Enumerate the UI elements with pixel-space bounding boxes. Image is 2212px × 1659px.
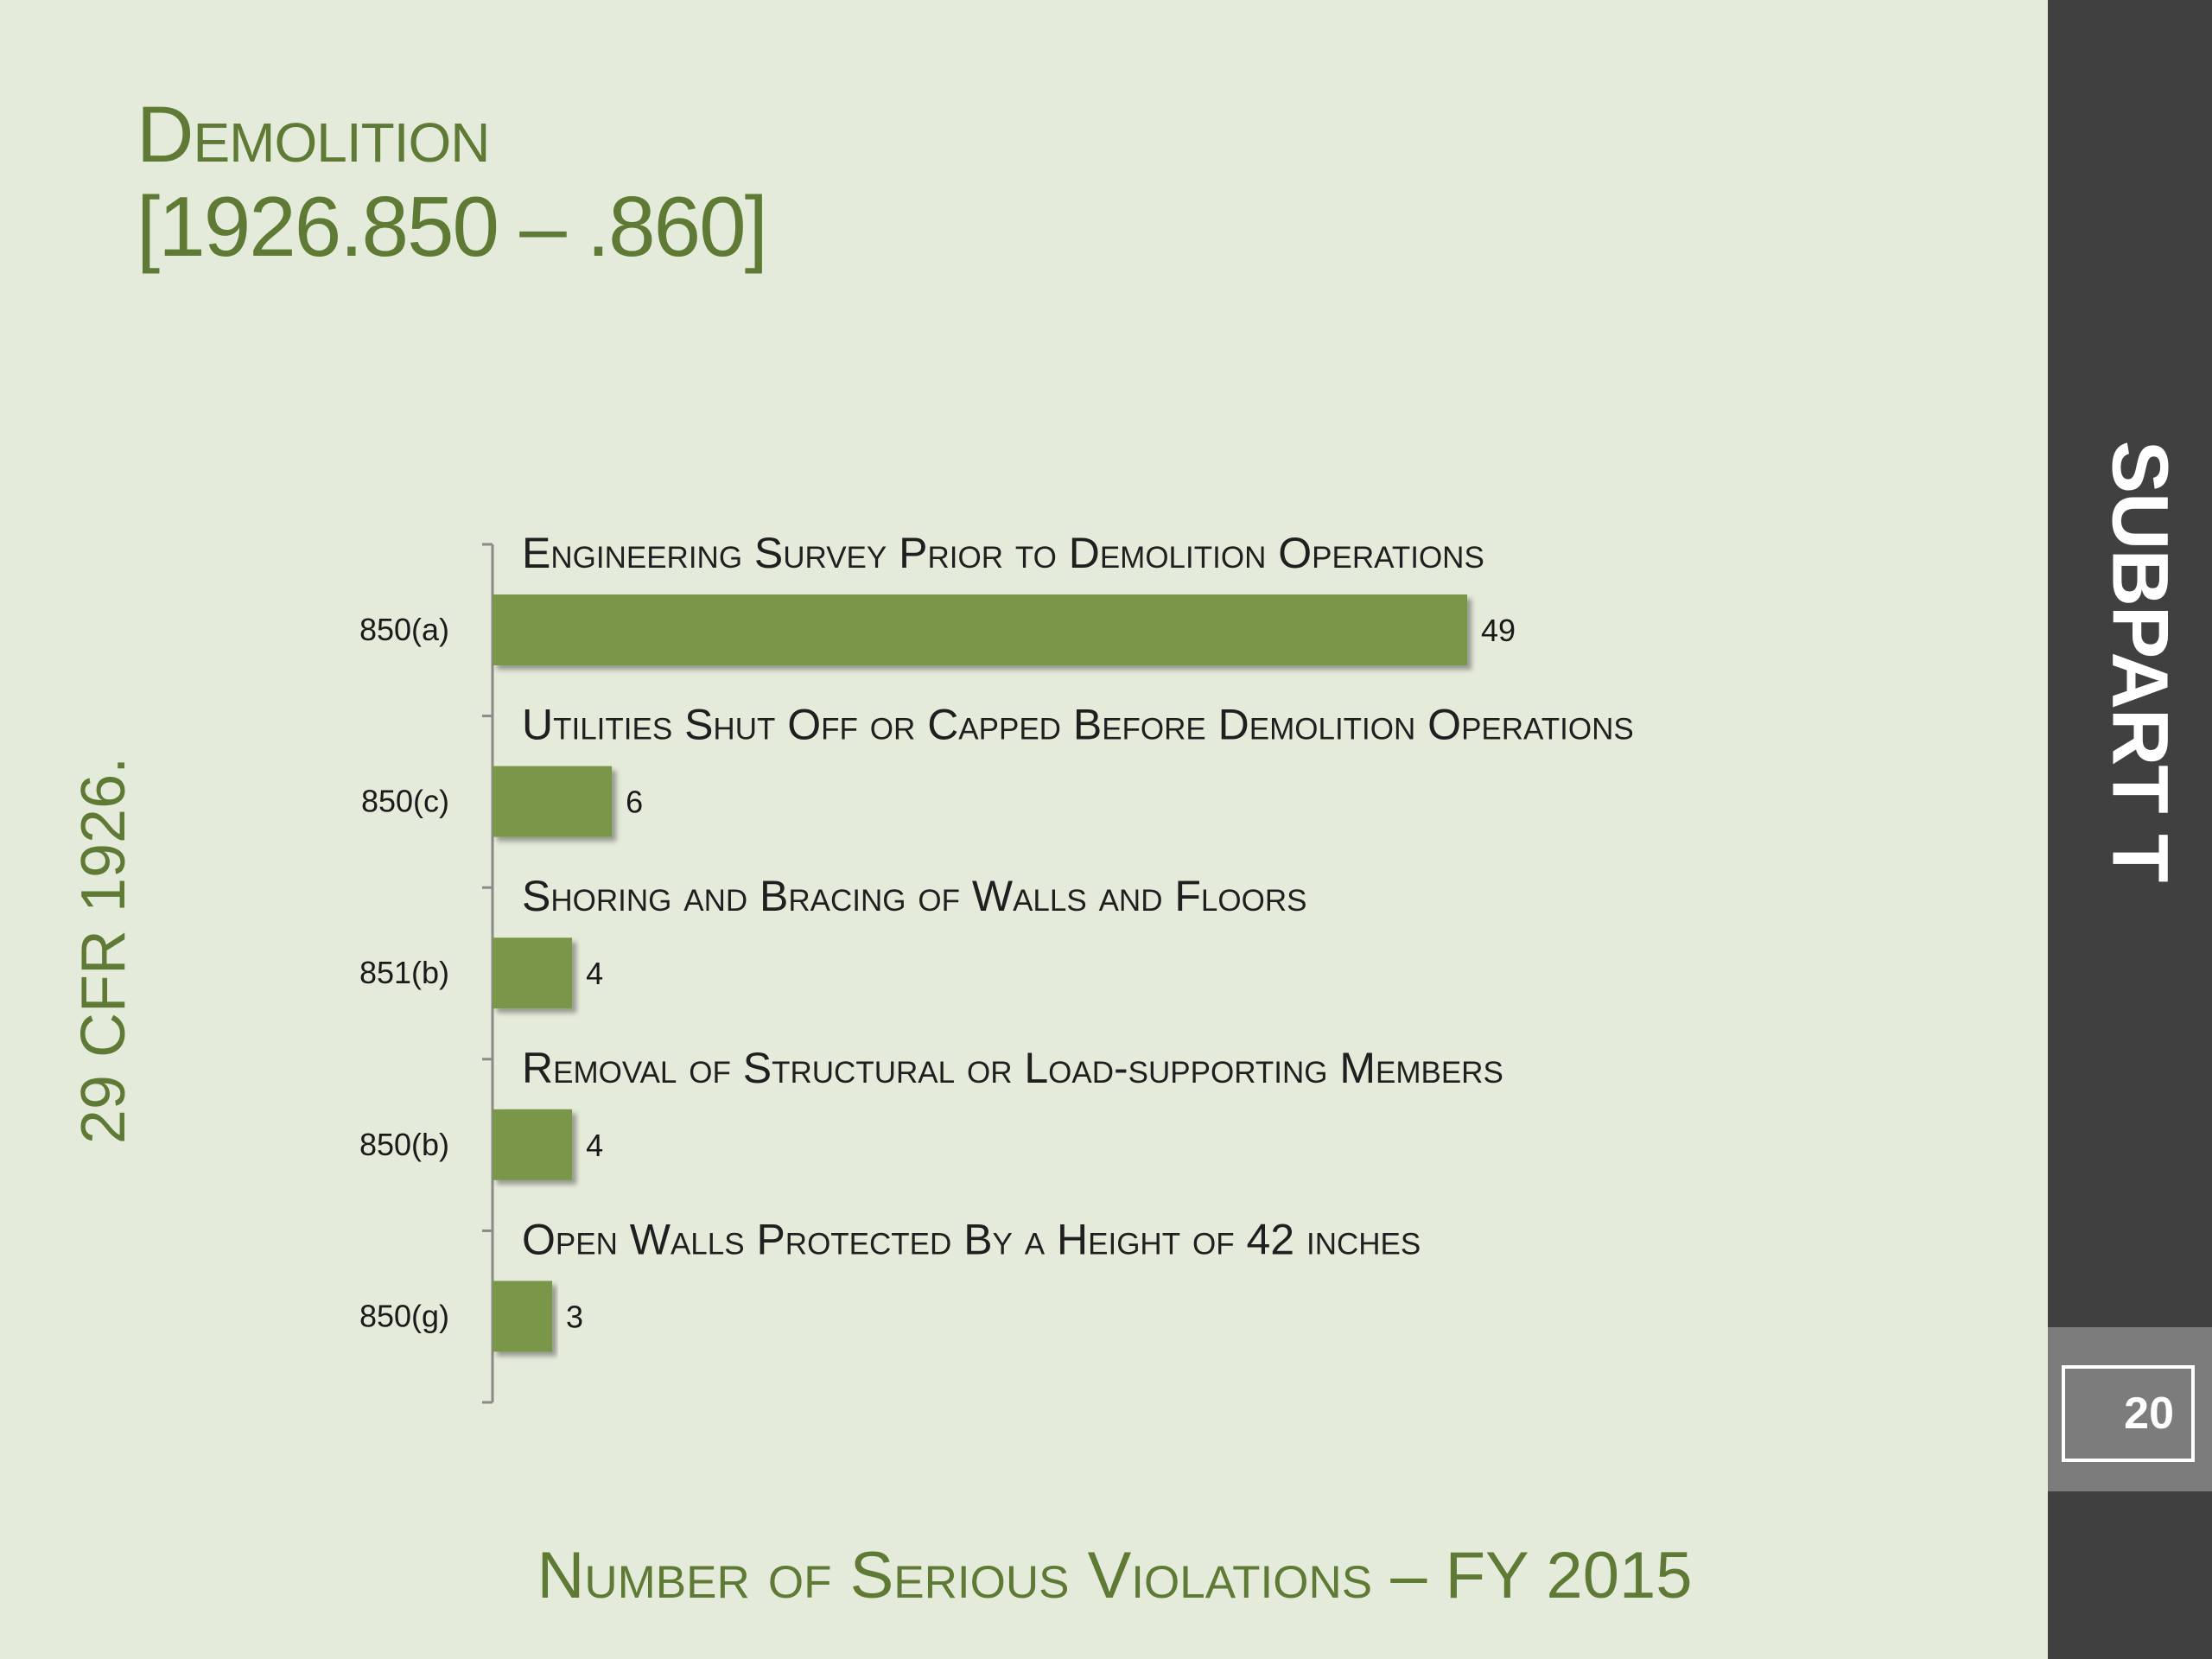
category-tick-label: 850(g) — [359, 1298, 449, 1334]
bar-value-label: 3 — [566, 1299, 584, 1335]
bar-description-label: Shoring and Bracing of Walls and Floors — [522, 872, 1307, 921]
bar-value-label: 49 — [1481, 613, 1516, 648]
category-tick-label: 851(b) — [359, 955, 449, 991]
bar-description-label: Utilities Shut Off or Capped Before Demolition Operations — [522, 700, 1634, 749]
bar — [493, 766, 612, 837]
bar — [493, 1109, 572, 1180]
bar-value-label: 4 — [586, 956, 604, 992]
slide-title-line2: [1926.850 – .860] — [137, 179, 766, 275]
category-tick-label: 850(a) — [359, 612, 449, 647]
bar — [493, 1281, 552, 1351]
bar-description-label: Engineering Survey Prior to Demolition Operations — [522, 529, 1484, 577]
bar-value-label: 6 — [626, 784, 644, 820]
bar — [493, 938, 572, 1008]
cfr-side-label: 29 CFR 1926. — [69, 756, 138, 1145]
page-number: 20 — [2062, 1365, 2195, 1462]
bar-description-label: Open Walls Protected By a Height of 42 inches — [522, 1215, 1421, 1264]
bar — [493, 594, 1467, 665]
category-tick-label: 850(c) — [360, 783, 449, 819]
slide-title-line1: Demolition — [137, 91, 490, 179]
chart-title: Number of Serious Violations – FY 2015 — [537, 1539, 1693, 1612]
bar-value-label: 4 — [586, 1127, 604, 1163]
category-tick-label: 850(b) — [359, 1126, 449, 1162]
bar-description-label: Removal of Structural or Load-supporting Members — [522, 1043, 1503, 1092]
subpart-label: SUBPART T — [2095, 440, 2184, 882]
